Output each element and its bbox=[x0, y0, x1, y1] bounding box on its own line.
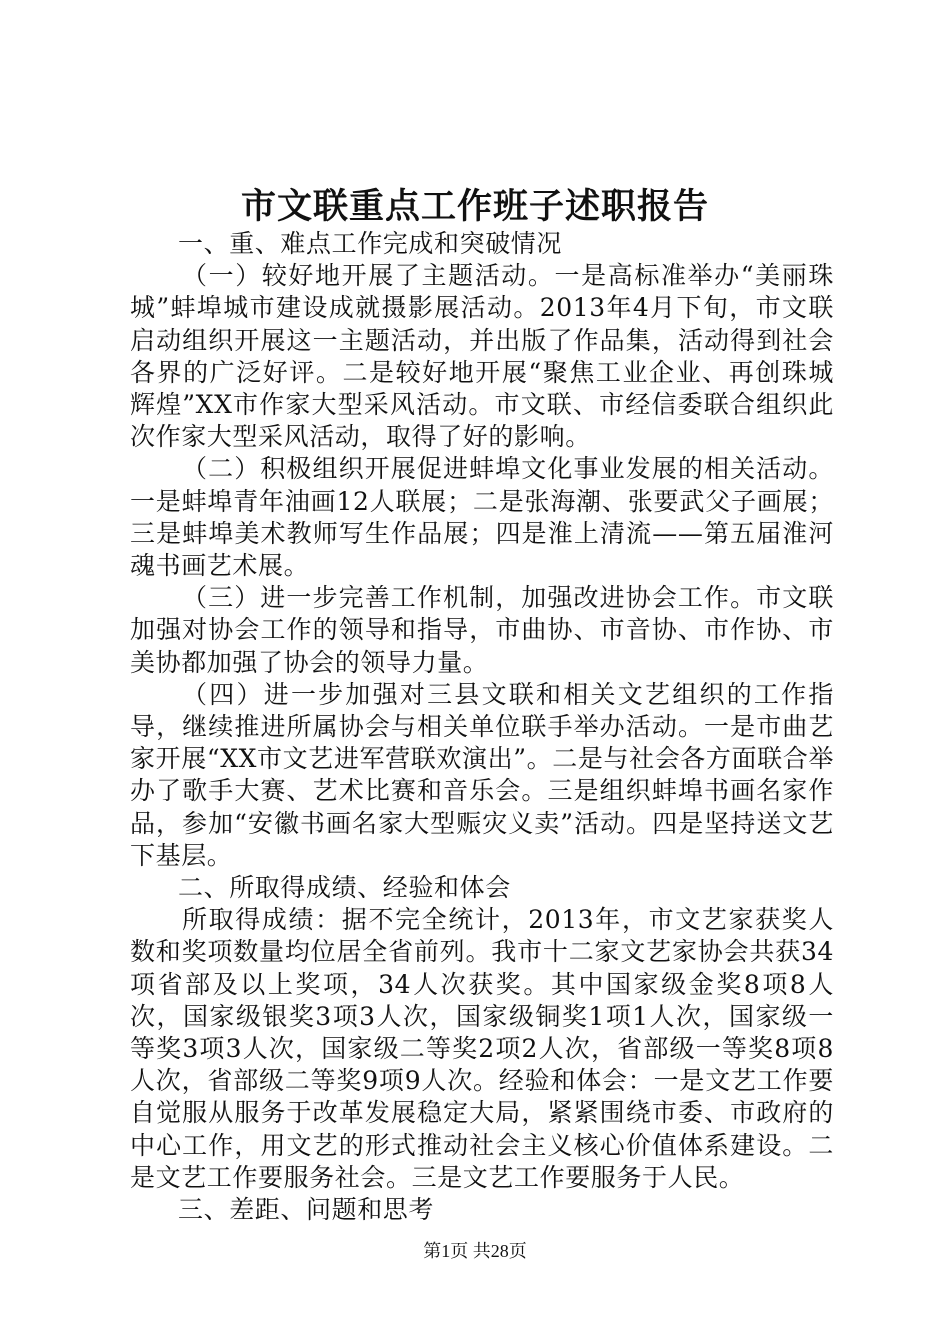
section-heading-1: 一、重、难点工作完成和突破情况 bbox=[178, 229, 563, 258]
paragraph-item-1: （一）较好地开展了主题活动。一是高标准举办“美丽珠城”蚌埠城市建设成就摄影展活动。2013年4月下旬，市文联启动组织开展这一主题活动，并出版了作品集，活动得到社会各界的广泛好评。二是较好地开展“聚焦工业企业、再创珠城辉煌”XX市作家大型采风活动。市文联、市经信委联合组织此次作家大型采风活动，取得了好的影响。 bbox=[130, 261, 834, 452]
document-title: 市文联重点工作班子述职报告 bbox=[240, 186, 709, 227]
paragraph-item-2: （二）积极组织开展促进蚌埠文化事业发展的相关活动。一是蚌埠青年油画12人联展；二是张海潮、张要武父子画展；三是蚌埠美术教师写生作品展；四是淮上清流——第五届淮河魂书画艺术展。 bbox=[130, 454, 834, 581]
paragraph-item-4: （四）进一步加强对三县文联和相关文艺组织的工作指导，继续推进所属协会与相关单位联手举办活动。一是市曲艺家开展“XX市文艺进军营联欢演出”。二是与社会各方面联合举办了歌手大赛、艺术比赛和音乐会。三是组织蚌埠书画名家作品，参加“安徽书画名家大型赈灾义卖”活动。四是坚持送文艺下基层。 bbox=[130, 679, 834, 870]
document-body bbox=[130, 228, 834, 1226]
section-heading-3: 三、差距、问题和思考 bbox=[178, 1195, 435, 1225]
paragraph-item-3: （三）进一步完善工作机制，加强改进协会工作。市文联加强对协会工作的领导和指导，市曲协、市音协、市作协、市美协都加强了协会的领导力量。 bbox=[130, 583, 834, 677]
paragraph-achievements: 所取得成绩：据不完全统计，2013年，市文艺家获奖人数和奖项数量均位居全省前列。我市十二家文艺家协会共获34项省部及以上奖项，34人次获奖。其中国家级金奖8项8人次，国家级银奖3项3人次，国家级铜奖1项1人次，国家级一等奖3项3人次，国家级二等奖2项2人次，省部级一等奖8项8人次，省部级二等奖9项9人次。经验和体会：一是文艺工作要自觉服从服务于改革发展稳定大局，紧紧围绕市委、市政府的中心工作，用文艺的形式推动社会主义核心价值体系建设。二是文艺工作要服务社会。三是文艺工作要服务于人民。 bbox=[130, 905, 834, 1192]
page-number-footer: 第1页 共28页 bbox=[423, 1241, 527, 1261]
section-heading-2: 二、所取得成绩、经验和体会 bbox=[178, 873, 511, 903]
